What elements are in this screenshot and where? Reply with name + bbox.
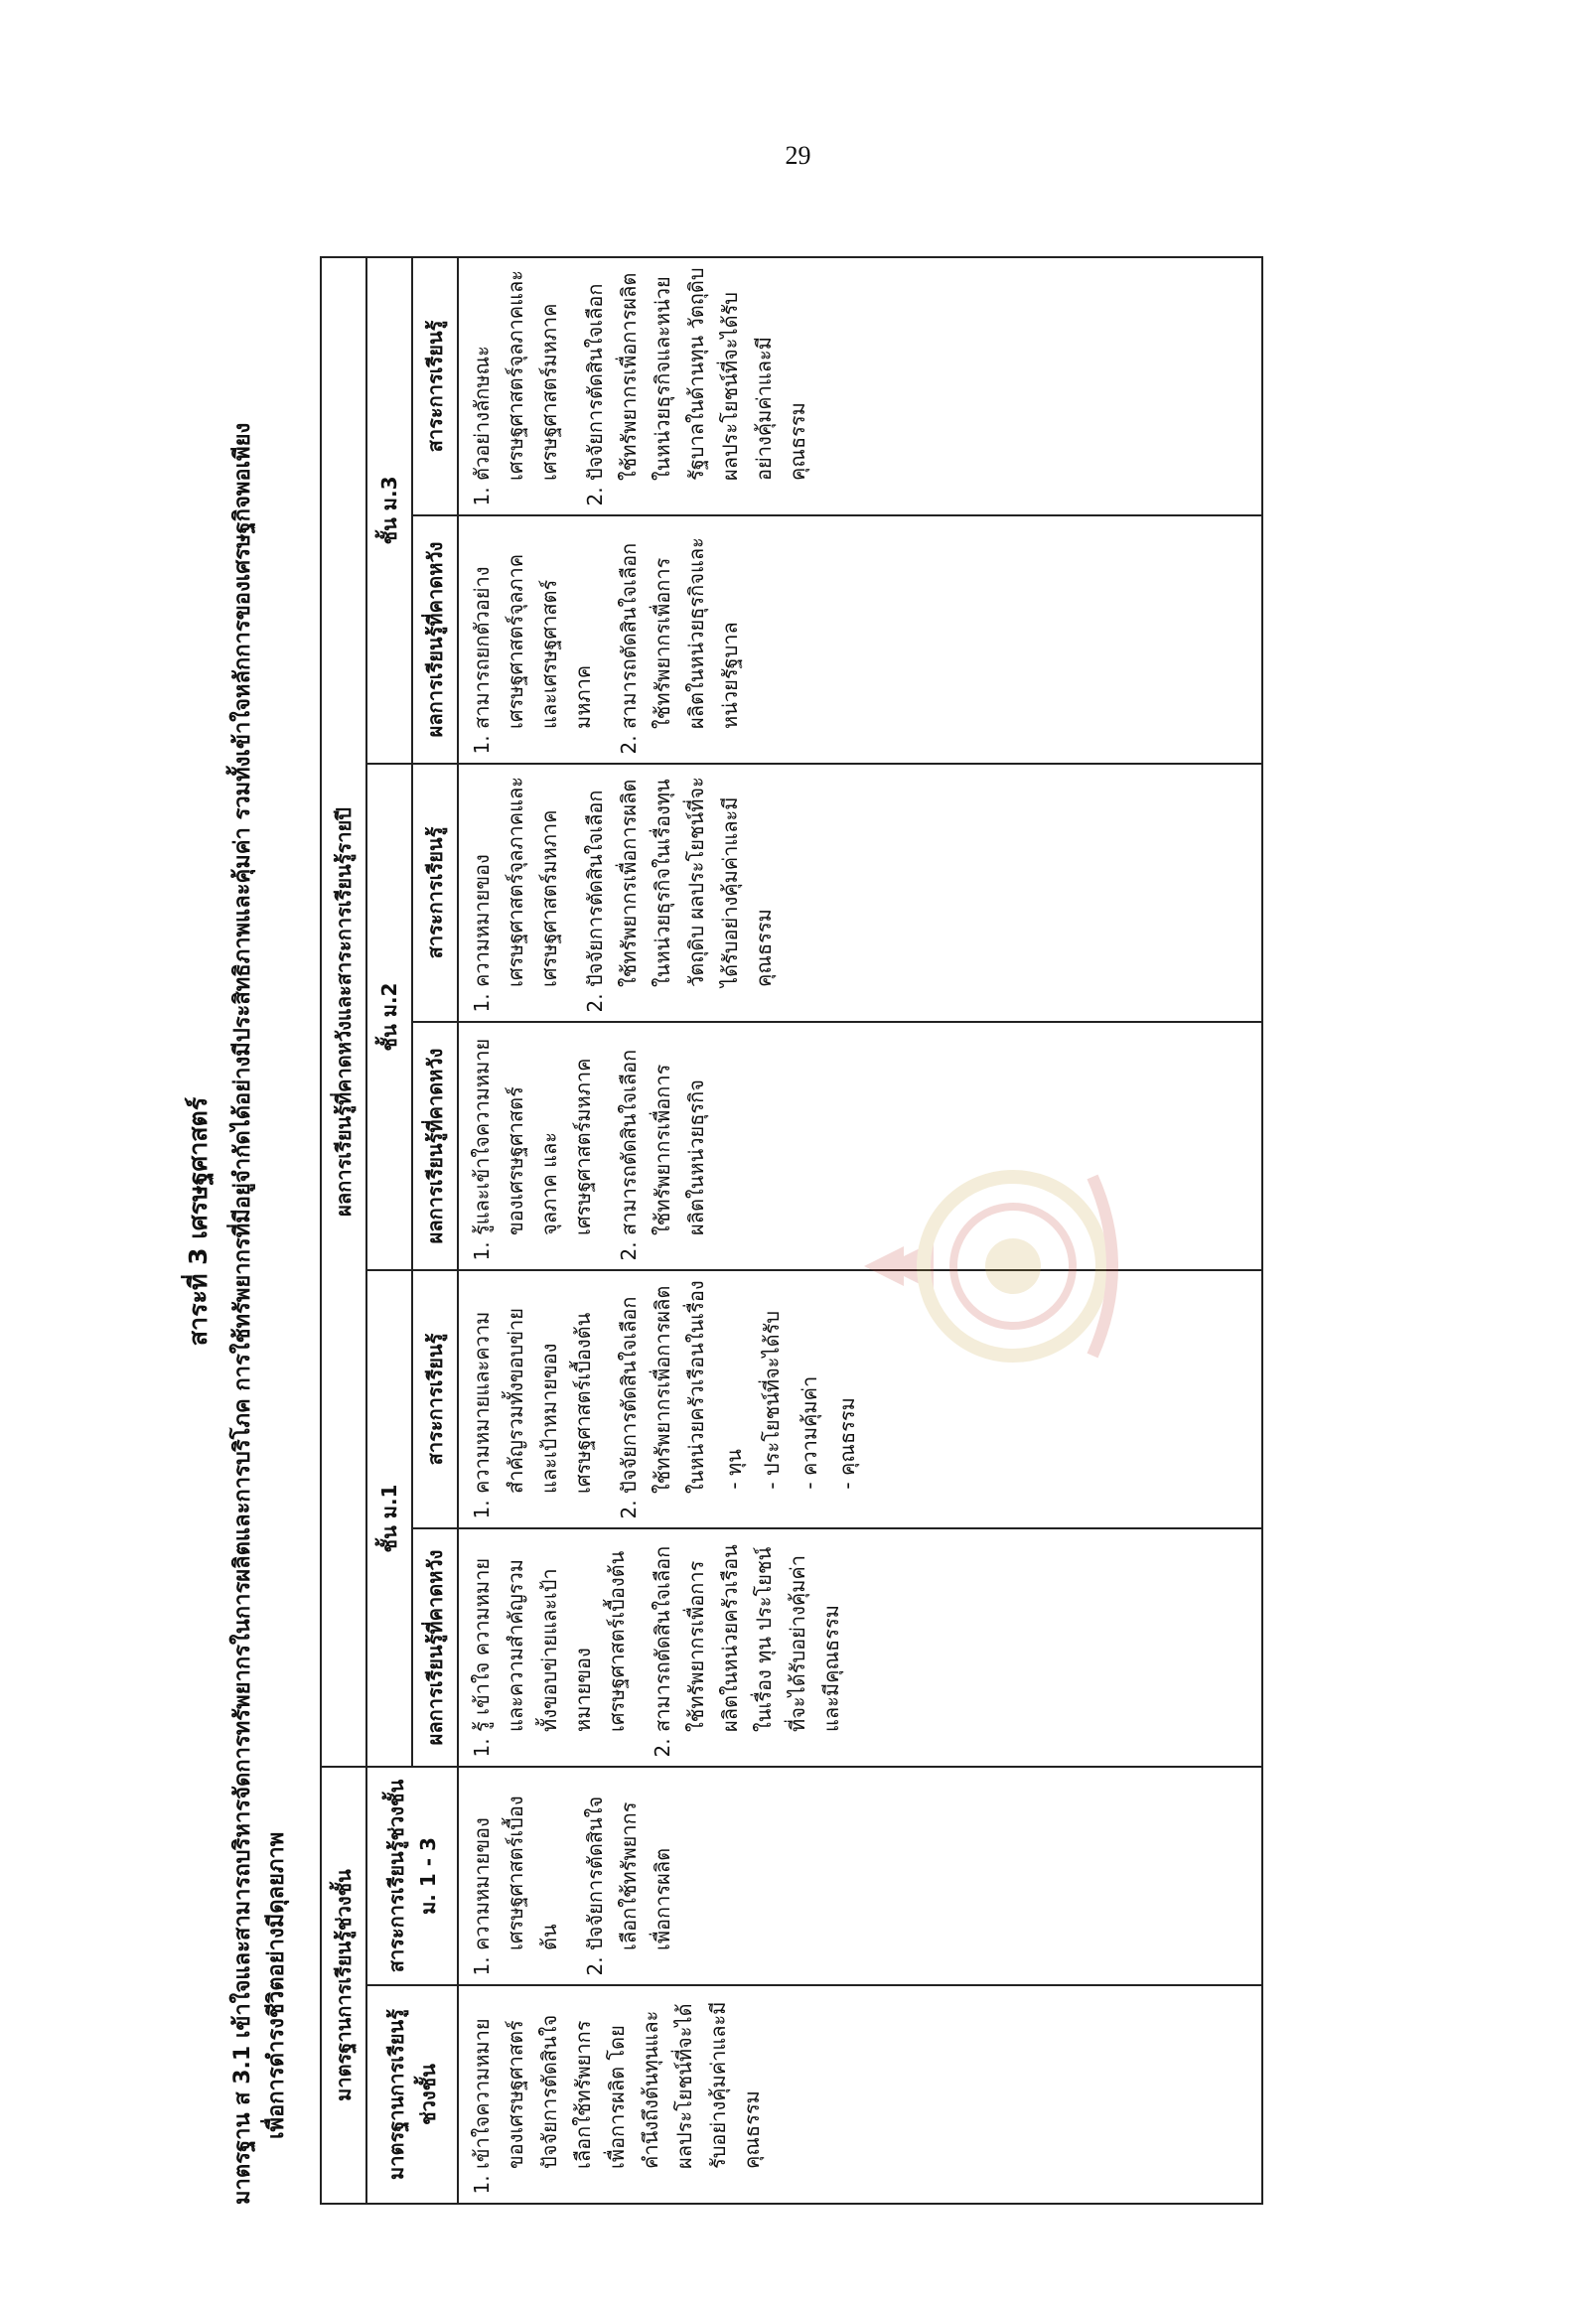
list-item: 2. สามารถตัดสินใจเลือกใช้ทรัพยากรเพื่อการผลิตในหน่วยธุรกิจ [612, 1031, 713, 1235]
list-item: 2. สามารถตัดสินใจเลือกใช้ทรัพยากรเพื่อการผลิตในหน่วยธุรกิจและหน่วยรัฐบาล [612, 524, 747, 729]
cell-m1-expected [458, 1528, 1262, 1767]
header-m3-content: สาระการเรียนรู้ [412, 257, 458, 515]
list-item: 1. ความหมายของเศรษฐศาสตร์เบื้องต้น [465, 1776, 566, 1950]
list-item-text: ปัจจัยการตัดสินใจเลือกใช้ทรัพยากรเพื่อการผลิตในหน่วยครัวเรือนในเรื่อง [617, 1280, 709, 1494]
page-number: 29 [785, 141, 811, 170]
list-item: 1. เข้าใจความหมายของเศรษฐศาสตร์ ปัจจัยการตัดสินใจเลือกใช้ทรัพยากรเพื่อการผลิต โดยคำนึงถึงต้นทุนและผลประโยชน์ที่จะได้รับอย่างคุ้มค่าและมีคุณธรรม [465, 1994, 769, 2169]
header-m1-content: สาระการเรียนรู้ [412, 1270, 458, 1528]
list-item: 2. ปัจจัยการตัดสินใจเลือกใช้ทรัพยากรเพื่อการผลิต [578, 1776, 679, 1950]
header-grade-m2: ชั้น ม.2 [366, 764, 412, 1270]
list-item: 2. สามารถตัดสินใจเลือกใช้ทรัพยากรเพื่อการผลิตในหน่วยครัวเรือนในเรื่อง ทุน ประโยชน์ที่จะได้รับอย่างคุ้มค่าและมีคุณธรรม [646, 1537, 848, 1732]
cell-m2-expected [458, 1022, 1262, 1270]
header-grade-m3: ชั้น ม.3 [366, 257, 412, 764]
list-item [612, 1279, 864, 1494]
header-group-standards: มาตรฐานการเรียนรู้ช่วงชั้น [321, 1767, 366, 2204]
header-range-content: สาระการเรียนรู้ช่วงชั้น ม. 1 - 3 [366, 1767, 458, 1985]
header-m3-expected: ผลการเรียนรู้ที่คาดหวัง [412, 515, 458, 764]
cell-standard [458, 1985, 1262, 2204]
standard-line-1: มาตรฐาน ส 3.1 เข้าใจและสามารถบริหารจัดการทรัพยากรในการผลิตและการบริโภค การใช้ทรัพยากรที่มีอยู่จำกัดได้อย่างมีประสิทธิภาพและคุ้มค่า รวมทั้งเข้าใจหลักการของเศรษฐกิจพอเพียง [230, 422, 255, 2205]
list-item: 2. ปัจจัยการตัดสินใจเลือกใช้ทรัพยากรเพื่อการผลิตในหน่วยธุรกิจและหน่วยรัฐบาลในด้านทุน วัตถุดิบ ผลประโยชน์ที่จะได้รับอย่างคุ้มค่าและมีคุณธรรม [578, 266, 814, 481]
list-item: 1. ความหมายของเศรษฐศาสตร์จุลภาคและเศรษฐศาสตร์มหภาค [465, 773, 566, 987]
cell-m2-content [458, 764, 1262, 1022]
header-m2-expected: ผลการเรียนรู้ที่คาดหวัง [412, 1022, 458, 1270]
cell-m1-content [458, 1270, 1262, 1528]
list-item: 1. ตัวอย่างลักษณะเศรษฐศาสตร์จุลภาคและเศรษฐศาสตร์มหภาค [465, 266, 566, 481]
header-grade-m1: ชั้น ม.1 [366, 1270, 412, 1767]
cell-range-content [458, 1767, 1262, 1985]
cell-m3-expected [458, 515, 1262, 764]
sub-item: - ประโยชน์ที่จะได้รับ [755, 1279, 789, 1476]
sub-item: - ความคุ้มค่า [793, 1279, 826, 1476]
standard-line-2: เพื่อการดำรงชีวิตอย่างมีดุลยภาพ [264, 1831, 290, 2139]
header-group-outcomes: ผลการเรียนรู้ที่คาดหวังและสาระการเรียนรู้รายปี [321, 257, 366, 1767]
header-m1-expected: ผลการเรียนรู้ที่คาดหวัง [412, 1528, 458, 1767]
header-standard: มาตรฐานการเรียนรู้ช่วงชั้น [366, 1985, 458, 2204]
sub-item: - คุณธรรม [830, 1279, 864, 1476]
rotated-page-content [179, 238, 1410, 2205]
list-item: 1. ความหมายและความสำคัญรวมทั้งขอบข่ายและเป้าหมายของเศรษฐศาสตร์เบื้องต้น [465, 1279, 600, 1494]
curriculum-table [320, 256, 1263, 2205]
cell-m3-content [458, 257, 1262, 515]
sub-item: - ทุน [717, 1279, 751, 1476]
document-title: สาระที่ 3 เศรษฐศาสตร์ [184, 1096, 213, 1347]
list-item: 1. รู้และเข้าใจความหมายของเศรษฐศาสตร์จุลภาค และเศรษฐศาสตร์มหภาค [465, 1031, 600, 1235]
header-m2-content: สาระการเรียนรู้ [412, 764, 458, 1022]
list-item: 1. รู้ เข้าใจ ความหมายและความสำคัญรวมทั้งขอบข่ายและเป้าหมายของเศรษฐศาสตร์เบื้องต้น [465, 1537, 634, 1732]
list-item: 1. สามารถยกตัวอย่างเศรษฐศาสตร์จุลภาคและเศรษฐศาสตร์มหภาค [465, 524, 600, 729]
list-item: 2. ปัจจัยการตัดสินใจเลือกใช้ทรัพยากรเพื่อการผลิตในหน่วยธุรกิจในเรื่องทุน วัตถุดิบ ผลประโยชน์ที่จะได้รับอย่างคุ้มค่าและมีคุณธรรม [578, 773, 781, 987]
